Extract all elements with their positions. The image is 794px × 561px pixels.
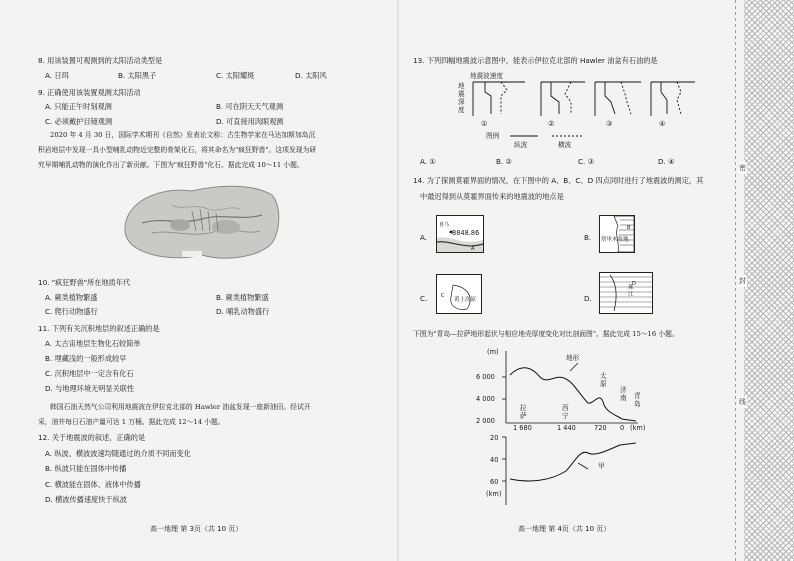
q13-option-a: A. ①	[420, 157, 436, 166]
x-label-km: (km)	[630, 424, 646, 432]
svg-text:B: B	[627, 225, 631, 231]
q14-stem-2: 中最迟得到从莫霍界面传来的地震波的地点是	[420, 192, 564, 201]
point-jia: 甲	[598, 462, 605, 470]
q9-option-a: A. 只能正午时刻观测	[45, 102, 112, 111]
q14-option-b: B.	[584, 233, 592, 242]
q13-stem: 13. 下列四幅地震波示意图中，能表示伊拉克北部的 Hawler 油盆有石油的是	[413, 56, 658, 65]
map-c	[436, 274, 482, 314]
legend-lines	[508, 131, 598, 141]
place-qingdao: 青岛	[634, 392, 641, 408]
depth-unit-km: (km)	[486, 490, 502, 498]
seal-char-1: 密	[739, 164, 746, 172]
svg-text:A: A	[471, 246, 475, 252]
legend-transverse: 横波	[558, 141, 572, 149]
place-jinan: 济南	[620, 386, 627, 402]
q9-option-b: B. 可在阴天天气观测	[216, 102, 284, 111]
q13-label-3: ③	[606, 119, 613, 128]
q13-axis-y-label: 地震深度	[458, 82, 465, 114]
q11-option-c: C. 沉积地层中一定含有化石	[45, 369, 134, 378]
profile-y-6000: 6 000	[476, 373, 495, 381]
q13-option-d: D. ④	[658, 157, 675, 166]
q12-stem: 12. 关于地震波的叙述，正确的是	[38, 433, 146, 442]
q11-option-b: B. 埋藏浅的一般形成较早	[45, 354, 127, 363]
q9-option-d: D. 可直接用肉眼观测	[216, 117, 284, 126]
fossil-photo	[122, 181, 285, 263]
depth-label-60: 60	[490, 478, 499, 486]
place-taiyuan: 太原	[600, 372, 607, 388]
q10-option-d: D. 哺乳动物盛行	[216, 307, 270, 316]
q10-option-b: B. 蕨类植物繁盛	[216, 293, 269, 302]
q12-option-a: A. 纵波、横波波速均随通过的介质不同而变化	[45, 449, 191, 458]
q11-option-a: A. 太古宙地层生物化石较简单	[45, 339, 141, 348]
x-label-0: 0	[620, 424, 625, 432]
map-d	[599, 272, 653, 314]
right-footer: 高一地理 第 4页（共 10 页）	[518, 525, 611, 533]
place-xining: 西宁	[562, 404, 569, 420]
q14-option-c: C.	[420, 294, 428, 303]
q9-stem: 9. 正确使用该装置观测太阳活动	[38, 88, 141, 97]
q10-option-a: A. 蕨类植物繁盛	[45, 293, 98, 302]
q10-option-c: C. 爬行动物盛行	[45, 307, 98, 316]
q13-option-b: B. ②	[496, 157, 512, 166]
map-b	[599, 215, 635, 253]
q12-option-c: C. 横波能在固体、液体中传播	[45, 480, 141, 489]
map-a-elevation: 8848.86	[452, 229, 480, 237]
q8-option-c: C. 太阳耀斑	[216, 71, 255, 80]
left-footer: 高一地理 第 3页（共 10 页）	[150, 525, 243, 533]
seal-char-3: 线	[739, 398, 746, 406]
page-fold	[397, 0, 399, 561]
seal-line	[735, 0, 736, 561]
svg-text:D: D	[632, 281, 636, 287]
q14-stem: 14. 为了探测莫霍界面的情况，在下图中的 A、B、C、D 四点同时进行了地震波的测定，其	[413, 176, 704, 185]
q13-label-2: ②	[548, 119, 555, 128]
binding-strip	[744, 0, 794, 561]
passage-1-line-1: 2020 年 4 月 30 日，国际学术期刊《自然》发表论文称：古生物学家在马达加斯加岛沉	[50, 131, 316, 139]
legend-longitudinal: 纵波	[514, 141, 528, 149]
profile-unit-m: (m)	[487, 348, 499, 356]
profile-y-2000: 2 000	[476, 417, 495, 425]
q11-stem: 11. 下列有关沉积地层的叙述正确的是	[38, 324, 160, 333]
map-c-label: 黄土高原	[454, 297, 477, 303]
q8-option-b: B. 太阳黑子	[118, 71, 157, 80]
q8-stem: 8. 用该装置可观测到的太阳活动类型是	[38, 56, 163, 65]
q11-option-d: D. 与地理环境无明显关联性	[45, 384, 135, 393]
passage-1-line-2: 积岩地层中发现一具小型哺乳动物近完整的骨架化石，将其命名为"疯狂野兽"。这项发现为研	[38, 146, 317, 154]
svg-text:喜马: 喜马	[439, 222, 450, 228]
q12-option-d: D. 横波传播速度快于纵波	[45, 495, 127, 504]
place-lhasa: 拉萨	[520, 404, 527, 420]
q8-option-a: A. 日珥	[45, 71, 69, 80]
q12-option-b: B. 纵波只能在固体中传播	[45, 464, 127, 473]
passage-2-line-1: 韩国石油天然气公司利用地震波在伊拉克北部的 Hawler 油盆发现一座新油田。经试开	[50, 403, 311, 411]
q9-option-c: C. 必须戴护目镜观测	[45, 117, 113, 126]
q13-axis-x-label: 地震波速度	[470, 72, 503, 80]
q13-label-4: ④	[659, 119, 666, 128]
passage-1-line-3: 究早期哺乳动物的演化作出了新贡献。下图为"疯狂野兽"化石。据此完成 10～11 小题。	[38, 161, 304, 169]
q14-option-d: D.	[584, 294, 592, 303]
x-label-1680: 1 680	[513, 424, 532, 432]
svg-text:C: C	[441, 293, 445, 299]
q10-stem: 10. "疯狂野兽"所在地质年代	[38, 278, 131, 287]
depth-label-20: 20	[490, 434, 499, 442]
depth-label-40: 40	[490, 456, 499, 464]
q8-option-d: D. 太阳风	[295, 71, 327, 80]
terrain-label: 地形	[566, 354, 580, 362]
seal-char-2: 封	[739, 277, 746, 285]
q13-option-c: C. ③	[578, 157, 595, 166]
legend-title: 图例	[486, 132, 500, 140]
map-b-label: 塔里木盆地	[601, 237, 629, 243]
q13-label-1: ①	[481, 119, 488, 128]
q14-option-a: A.	[420, 233, 428, 242]
profile-y-4000: 4 000	[476, 395, 495, 403]
x-label-720: 720	[594, 424, 607, 432]
passage-3: 下图为"青岛—拉萨地形起伏与相应地壳厚度变化对比剖面图"。据此完成 15～16 小题。	[413, 330, 679, 338]
passage-2-line-2: 采，油井每日石油产量可达 1 万桶。据此完成 12～14 小题。	[38, 418, 225, 426]
x-label-1440: 1 440	[557, 424, 576, 432]
map-d-label: 珠江	[628, 285, 634, 298]
